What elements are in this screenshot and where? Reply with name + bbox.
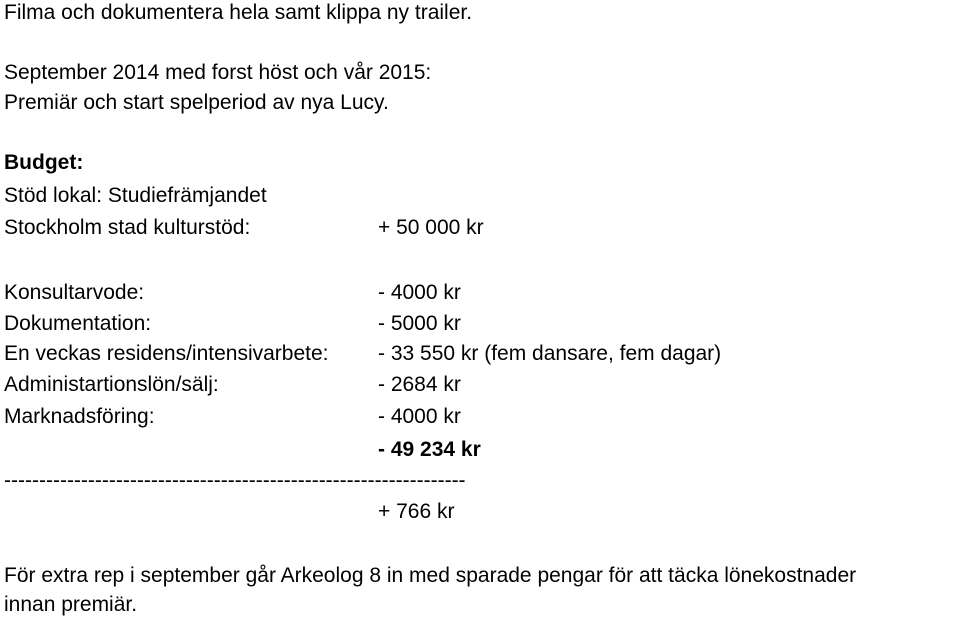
schedule-text-2: Premiär och start spelperiod av nya Lucy. <box>4 91 389 114</box>
expense-label: Marknadsföring: <box>4 405 155 428</box>
expense-label: Dokumentation: <box>4 312 152 335</box>
closing-text-1: För extra rep i september går Arkeolog 8 in med sparade pengar för att täcka lönekostnader <box>4 564 857 587</box>
expense-amount: - 4000 kr <box>378 405 461 428</box>
support-text: Stöd lokal: Studiefrämjandet <box>4 184 267 207</box>
expense-amount: - 2684 kr <box>378 373 461 396</box>
income-label: Stockholm stad kulturstöd: <box>4 216 251 239</box>
result-amount: + 766 kr <box>378 500 455 523</box>
expense-amount: - 33 550 kr (fem dansare, fem dagar) <box>378 342 722 365</box>
expense-label: En veckas residens/intensivarbete: <box>4 342 329 365</box>
expense-label: Konsultarvode: <box>4 281 145 304</box>
closing-text-2: innan premiär. <box>4 593 138 616</box>
income-amount: + 50 000 kr <box>378 216 484 239</box>
budget-heading: Budget: <box>4 151 84 174</box>
expense-label: Administartionslön/sälj: <box>4 373 219 396</box>
intro-text: Filma och dokumentera hela samt klippa ny trailer. <box>4 1 473 24</box>
schedule-text-1: September 2014 med forst höst och vår 2015: <box>4 61 432 84</box>
expense-total: - 49 234 kr <box>378 438 481 461</box>
divider-line: ------------------------------------------------------------------ <box>4 469 466 492</box>
expense-amount: - 5000 kr <box>378 312 461 335</box>
expense-amount: - 4000 kr <box>378 281 461 304</box>
